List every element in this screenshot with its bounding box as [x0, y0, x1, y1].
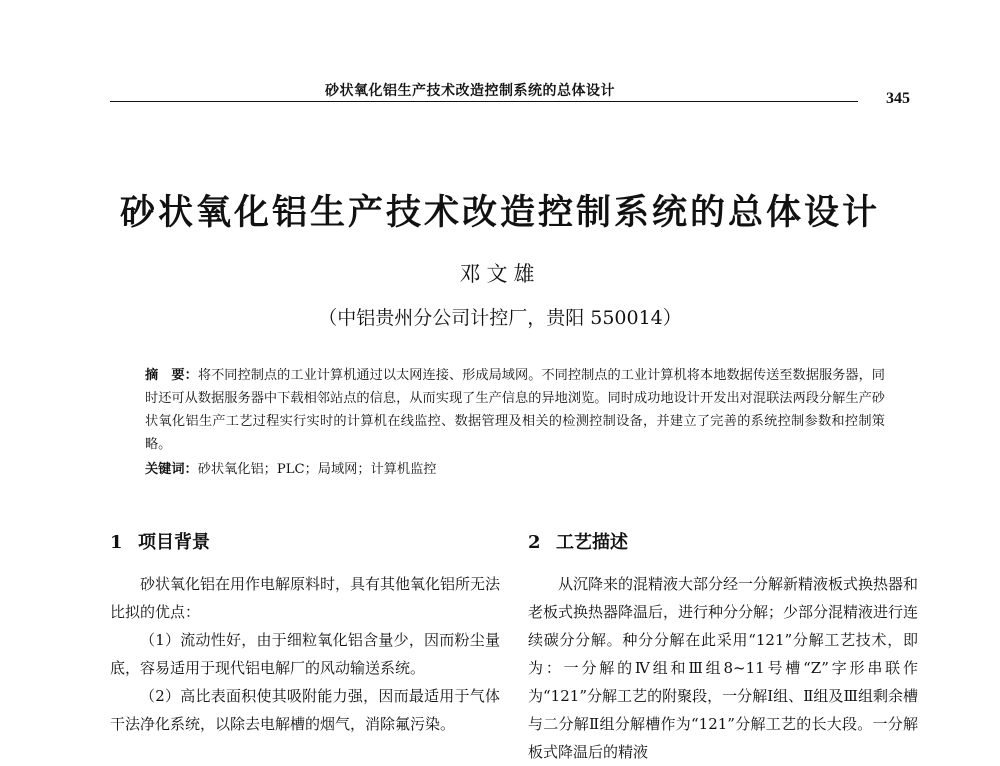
running-title: 砂状氧化铝生产技术改造控制系统的总体设计 [325, 83, 615, 99]
author: 邓文雄 [459, 262, 541, 286]
abstract [145, 364, 885, 456]
header-rule [110, 101, 858, 102]
paragraph: 砂状氧化铝在用作电解原料时，具有其他氧化铝所无法比拟的优点： [110, 575, 501, 621]
article-title: 砂状氧化铝生产技术改造控制系统的总体设计 [119, 193, 880, 233]
paragraph: 从沉降来的混精液大部分经一分解新精液板式换热器和老板式换热器降温后，进行种分分解；少部分混精液进行连续碳分分解。种分分解在此采用“121”分解工艺技术，即为：一分解的Ⅳ组和Ⅲ组8~11号槽“Z”字形串联作为“121”分解工艺的附聚段，一分解Ⅰ组、Ⅱ组及Ⅲ组剩余槽与二分解Ⅱ组分解槽作为“121”分解工艺的长大段。一分解板式降温后的精液 [528, 575, 919, 761]
section-number: 2 [528, 532, 541, 553]
abstract-text: 将不同控制点的工业计算机通过以太网连接、形成局域网。不同控制点的工业计算机将本地数据传送至数据服务器，同时还可从数据服务器中下载相邻站点的信息，从而实现了生产信息的异地浏览。同时成功地设计开发出对混联法两段分解生产砂状氧化铝生产工艺过程实行实时的计算机在线监控、数据管理及相关的检测控制设备，并建立了完善的系统控制参数和控制策略。 [145, 368, 885, 452]
section-title: 项目背景 [138, 532, 210, 553]
affiliation: （中铝贵州分公司计控厂，贵阳 550014） [318, 307, 682, 329]
section-process-description [528, 528, 918, 766]
section-title: 工艺描述 [556, 532, 628, 553]
keywords-text: 砂状氧化铝；PLC；局域网；计算机监控 [197, 462, 437, 477]
abstract-label: 摘 要： [145, 368, 198, 383]
section-heading [110, 528, 500, 554]
section-number: 1 [110, 532, 123, 553]
running-header [110, 80, 910, 106]
keywords-label: 关键词： [145, 462, 198, 477]
section-heading [528, 528, 918, 554]
section-project-background [110, 528, 500, 738]
keywords [145, 458, 885, 481]
paragraph: （1）流动性好，由于细粒氧化铝含量少，因而粉尘量底，容易适用于现代铝电解厂的风动输送系统。 [110, 631, 500, 677]
page-number: 345 [886, 90, 910, 107]
paragraph: （2）高比表面积使其吸附能力强，因而最适用于气体干法净化系统，以除去电解槽的烟气，消除氟污染。 [110, 687, 500, 733]
